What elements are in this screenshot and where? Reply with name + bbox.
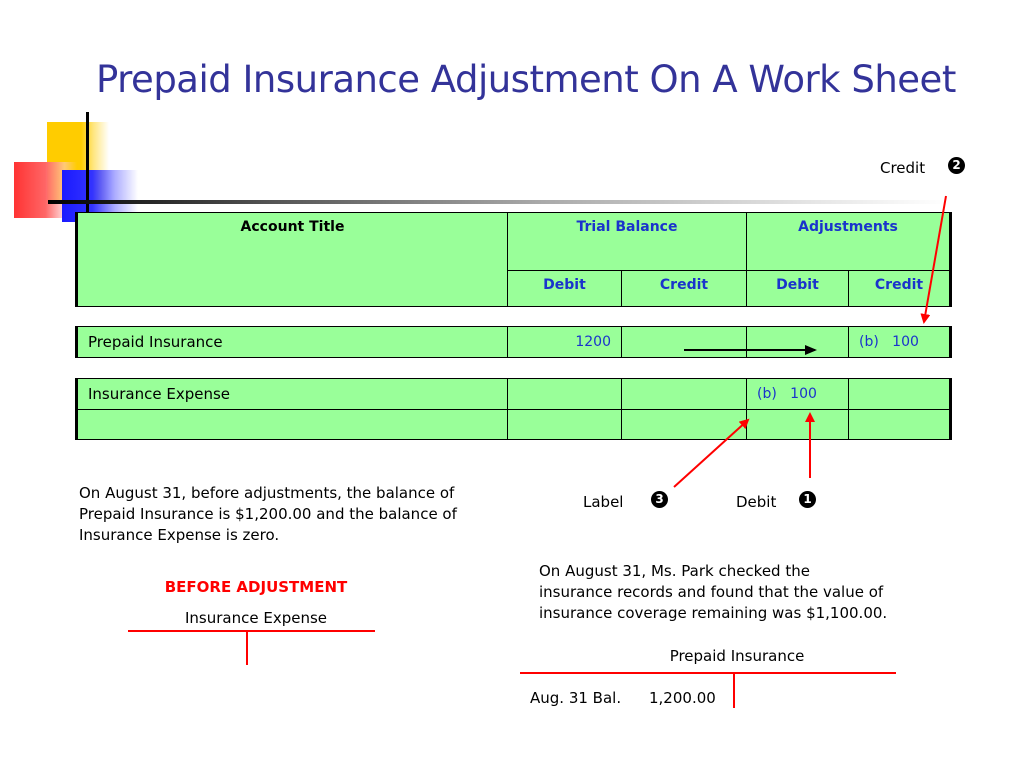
callout-label-text: Label: [583, 493, 624, 511]
label-arrow: [674, 420, 748, 487]
note-line: insurance coverage remaining was $1,100.00.: [539, 604, 888, 622]
t-account-title-expense: Insurance Expense: [184, 609, 328, 627]
callout-credit-number: 2: [948, 157, 965, 174]
header-adj-debit: Debit: [747, 271, 849, 307]
t-account-center-line: [733, 673, 735, 708]
row-account: Prepaid Insurance: [77, 327, 508, 358]
t-account-title-prepaid: Prepaid Insurance: [669, 647, 805, 665]
t-account-top-line: [520, 672, 896, 674]
header-account-title: Account Title: [77, 213, 508, 307]
row-adj-credit: (b) 100: [849, 327, 951, 358]
header-adjustments: Adjustments: [747, 213, 951, 271]
t-account-entry-label: Aug. 31 Bal.: [530, 689, 622, 707]
row-tb-debit: 1200: [508, 327, 622, 358]
header-tb-debit: Debit: [508, 271, 622, 307]
note-line: On August 31, before adjustments, the balance of: [79, 484, 455, 502]
row-account: Insurance Expense: [77, 379, 508, 410]
page-title: Prepaid Insurance Adjustment On A Work Sheet: [96, 58, 956, 101]
callout-debit-number: 1: [799, 491, 816, 508]
callout-debit-text: Debit: [736, 493, 777, 511]
row-adj-debit: (b) 100: [747, 379, 849, 410]
t-account-center-line: [246, 631, 248, 665]
note-line: On August 31, Ms. Park checked the: [539, 562, 810, 580]
note-line: insurance records and found that the value of: [539, 583, 884, 601]
note-before-adjustment: [79, 483, 457, 546]
callout-label-number: 3: [651, 491, 668, 508]
credit-arrow: [924, 196, 946, 322]
note-after-check: [539, 561, 887, 624]
note-line: Prepaid Insurance is $1,200.00 and the balance of: [79, 505, 457, 523]
callout-credit-label: Credit: [880, 159, 926, 177]
header-adj-credit: Credit: [849, 271, 951, 307]
t-account-top-line: [128, 630, 375, 632]
before-adjustment-heading: BEFORE ADJUSTMENT: [164, 578, 348, 596]
note-line: Insurance Expense is zero.: [79, 526, 280, 544]
t-account-entry-value: 1,200.00: [649, 689, 716, 707]
header-trial-balance: Trial Balance: [508, 213, 747, 271]
header-tb-credit: Credit: [622, 271, 747, 307]
